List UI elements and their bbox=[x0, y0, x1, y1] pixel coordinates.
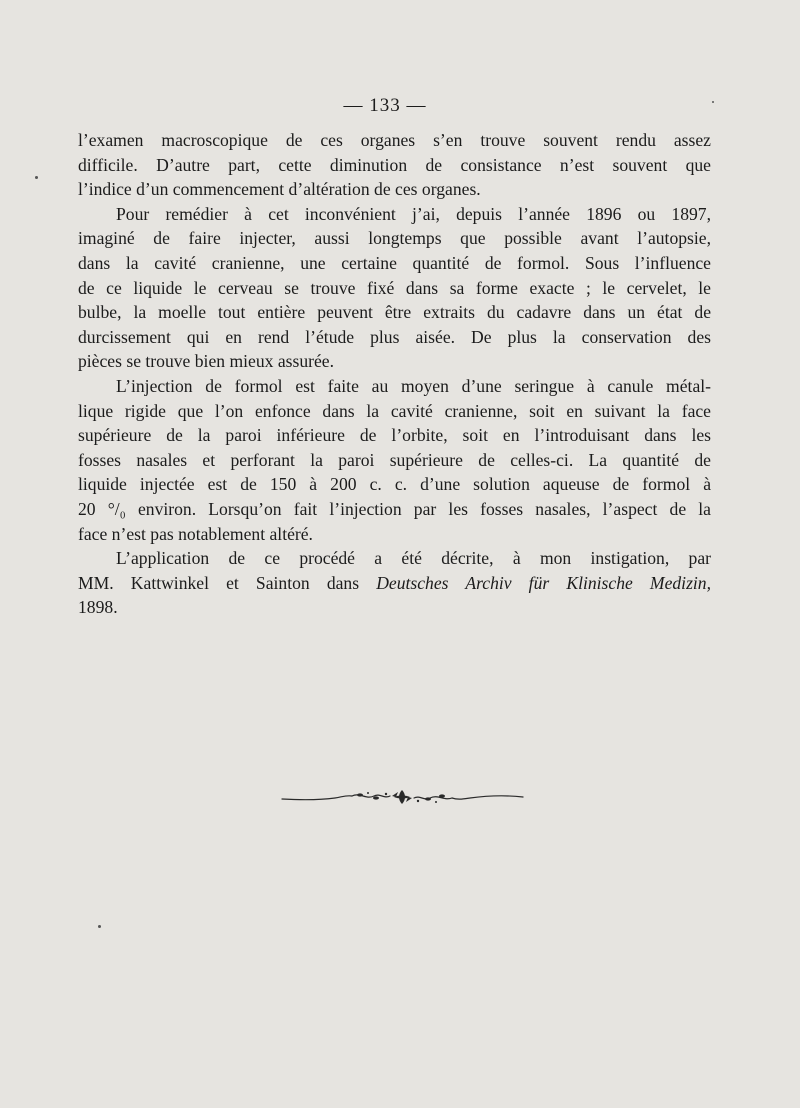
text-line: pièces se trouve bien mieux assurée. bbox=[78, 351, 334, 372]
text-line: liquide injectée est de 150 à 200 c. c. d’une solution aqueuse de formol à bbox=[78, 474, 711, 495]
text-line-citation bbox=[78, 571, 711, 596]
body-text bbox=[78, 128, 711, 620]
text-line: de ce liquide le cerveau se trouve fixé dans sa forme exacte ; le cervelet, le bbox=[78, 277, 711, 298]
scan-speck bbox=[712, 101, 714, 103]
text-line: difficile. D’autre part, cette diminution de consistance n’est souvent que bbox=[78, 154, 711, 175]
text-line: durcissement qui en rend l’étude plus aisée. De plus la conservation des bbox=[78, 326, 711, 347]
text-line: supérieure de la paroi inférieure de l’orbite, soit en l’introduisant dans les bbox=[78, 425, 711, 446]
citation-authors: MM. Kattwinkel et Sainton dans bbox=[78, 572, 377, 593]
text-line: l’examen macroscopique de ces organes s’en trouve souvent rendu assez bbox=[78, 130, 711, 150]
text-line: lique rigide que l’on enfonce dans la cavité cranienne, soit en suivant la face bbox=[78, 400, 711, 421]
scan-speck bbox=[98, 925, 101, 928]
text-line: 1898. bbox=[78, 597, 118, 618]
vine-ornament-icon bbox=[280, 786, 525, 808]
scan-speck bbox=[35, 176, 38, 179]
text-line: L’application de ce procédé a été décrite, à mon instigation, par bbox=[116, 548, 711, 569]
text-line: l’indice d’un commencement d’altération de ces organes. bbox=[78, 179, 481, 200]
page-number: — 133 — bbox=[343, 95, 427, 116]
text-line: imaginé de faire injecter, aussi longtemps que possible avant l’autopsie, bbox=[78, 228, 711, 249]
text-line: bulbe, la moelle tout entière peuvent être extraits du cadavre dans un état de bbox=[78, 302, 711, 323]
text-line: face n’est pas notablement altéré. bbox=[78, 523, 313, 544]
journal-title: Deutsches Archiv für Klinische Medizin, bbox=[376, 572, 712, 593]
text-line: Pour remédier à cet inconvénient j’ai, depuis l’année 1896 ou 1897, bbox=[116, 203, 711, 224]
text-line: 20 °/₀ environ. Lorsqu’on fait l’injection par les fosses nasales, l’aspect de la bbox=[78, 498, 711, 519]
text-line: fosses nasales et perforant la paroi supérieure de celles-ci. La quantité de bbox=[78, 449, 711, 470]
text-line: L’injection de formol est faite au moyen d’une seringue à canule métal- bbox=[116, 375, 711, 396]
text-line: dans la cavité cranienne, une certaine quantité de formol. Sous l’influence bbox=[78, 252, 711, 273]
